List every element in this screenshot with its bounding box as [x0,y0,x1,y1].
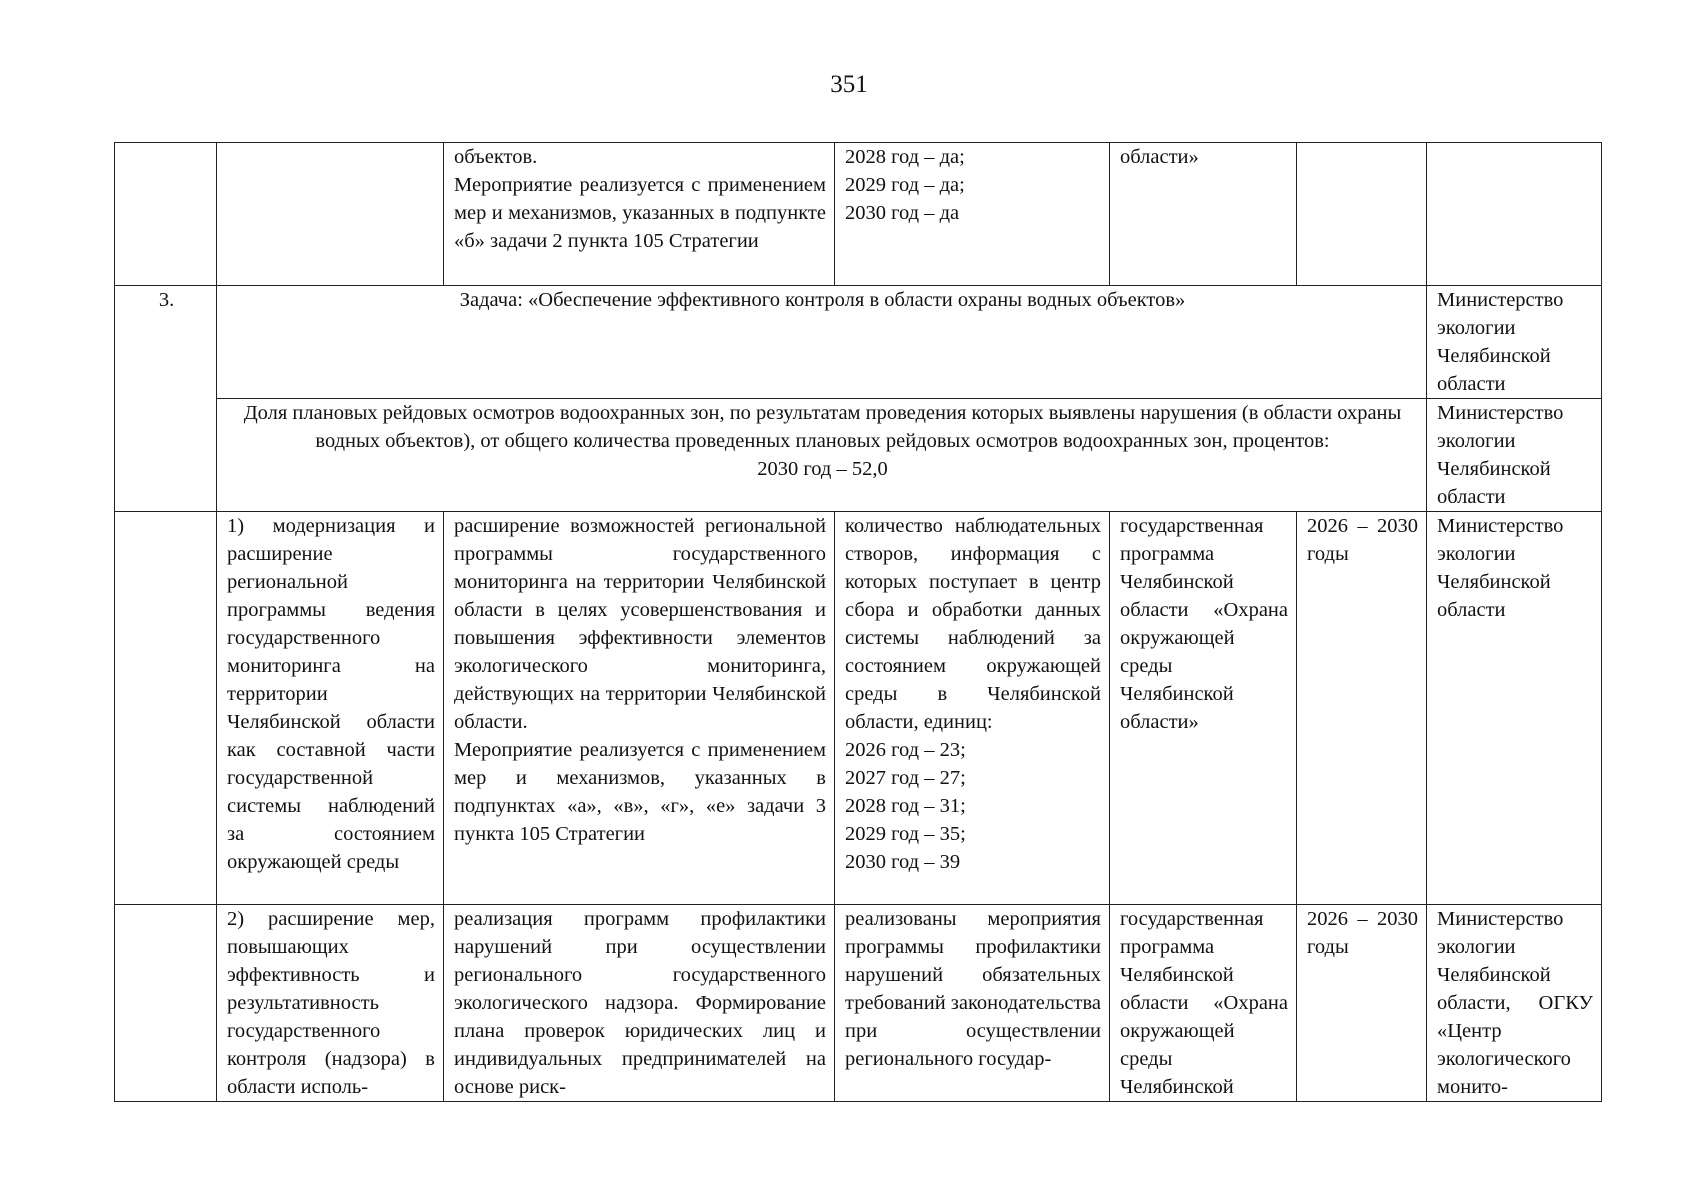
cell-task-responsible: Министерство экологии Челябинской области [1427,286,1602,399]
indicator-text: Доля плановых рейдовых осмотров водоохранных зон, по результатам проведения которых выявлены нарушения (в области охраны водных объектов), от общего количества проведенных плановых рейдовых осмотров водоохранных зон, процентов: [243,402,1402,452]
cell-period [1297,143,1427,286]
cell-result [835,512,1110,905]
cell-number [115,512,217,905]
result-line: 2028 год – 31; [845,795,966,817]
cell-description [444,143,835,286]
cell-task-title: Задача: «Обеспечение эффективного контроля в области охраны водных объектов» [217,286,1427,399]
cell-indicator [217,399,1427,512]
result-line: 2028 год – да; [845,146,965,168]
indicator-target: 2030 год – 52,0 [757,458,888,480]
table-row-continuation [115,143,1602,286]
table-row-measure [115,512,1602,905]
cell-program: области» [1110,143,1297,286]
result-line: количество наблюдательных створов, информация с которых поступает в центр сбора и обработки данных системы наблюдений за состоянием окружающей среды в Челябинской области, единиц: [845,515,1101,733]
description-line: Мероприятие реализуется с применением мер и механизмов, указанных в подпунктах «а», «в», «г», «е» задачи 3 пункта 105 Стратегии [454,739,826,845]
result-line: 2029 год – да; [845,174,965,196]
result-line: 2027 год – 27; [845,767,966,789]
cell-period: 2026 – 2030 годы [1297,512,1427,905]
cell-program: государственная программа Челябинской области «Охрана окружающей среды Челябинской области» [1110,512,1297,905]
cell-measure-name: 1) модернизация и расширение региональной программы ведения государственного мониторинга на территории Челябинской области как составной части государственной системы наблюдений за состоянием окружающей среды [217,512,444,905]
result-line: 2026 год – 23; [845,739,966,761]
table-row-indicator [115,399,1602,512]
table-row-task [115,286,1602,399]
cell-program: государственная программа Челябинской области «Охрана окружающей среды Челябинской [1110,905,1297,1102]
result-line: 2029 год – 35; [845,823,966,845]
cell-measure-name: 2) расширение мер, повышающих эффективность и результативность государственного контроля (надзора) в области исполь- [217,905,444,1102]
result-line: 2030 год – да [845,202,960,224]
cell-number [115,143,217,286]
cell-description: реализация программ профилактики нарушений при осуществлении регионального государственного экологического надзора. Формирование плана проверок юридических лиц и индивидуальных предпринимателей на основе риск- [444,905,835,1102]
result-line: 2030 год – 39 [845,851,961,873]
cell-result [835,143,1110,286]
cell-responsible: Министерство экологии Челябинской области [1427,512,1602,905]
cell-period: 2026 – 2030 годы [1297,905,1427,1102]
description-line: Мероприятие реализуется с применением мер и механизмов, указанных в подпункте «б» задачи 2 пункта 105 Стратегии [454,174,826,252]
cell-result: реализованы мероприятия программы профилактики нарушений обязательных требований законодательства при осуществлении регионального государ- [835,905,1110,1102]
cell-measure-name [217,143,444,286]
cell-responsible: Министерство экологии Челябинской области, ОГКУ «Центр экологического монито- [1427,905,1602,1102]
cell-number [115,905,217,1102]
description-line: расширение возможностей региональной программы государственного мониторинга на территории Челябинской области в целях усовершенствования и повышения эффективности элементов экологического мониторинга, действующих на территории Челябинской области. [454,515,826,733]
cell-task-number: 3. [115,286,217,512]
description-line: объектов. [454,146,538,168]
cell-indicator-responsible: Министерство экологии Челябинской области [1427,399,1602,512]
measures-table [114,142,1602,1102]
cell-description [444,512,835,905]
table-row-measure [115,905,1602,1102]
page-number: 351 [830,71,868,98]
cell-responsible [1427,143,1602,286]
